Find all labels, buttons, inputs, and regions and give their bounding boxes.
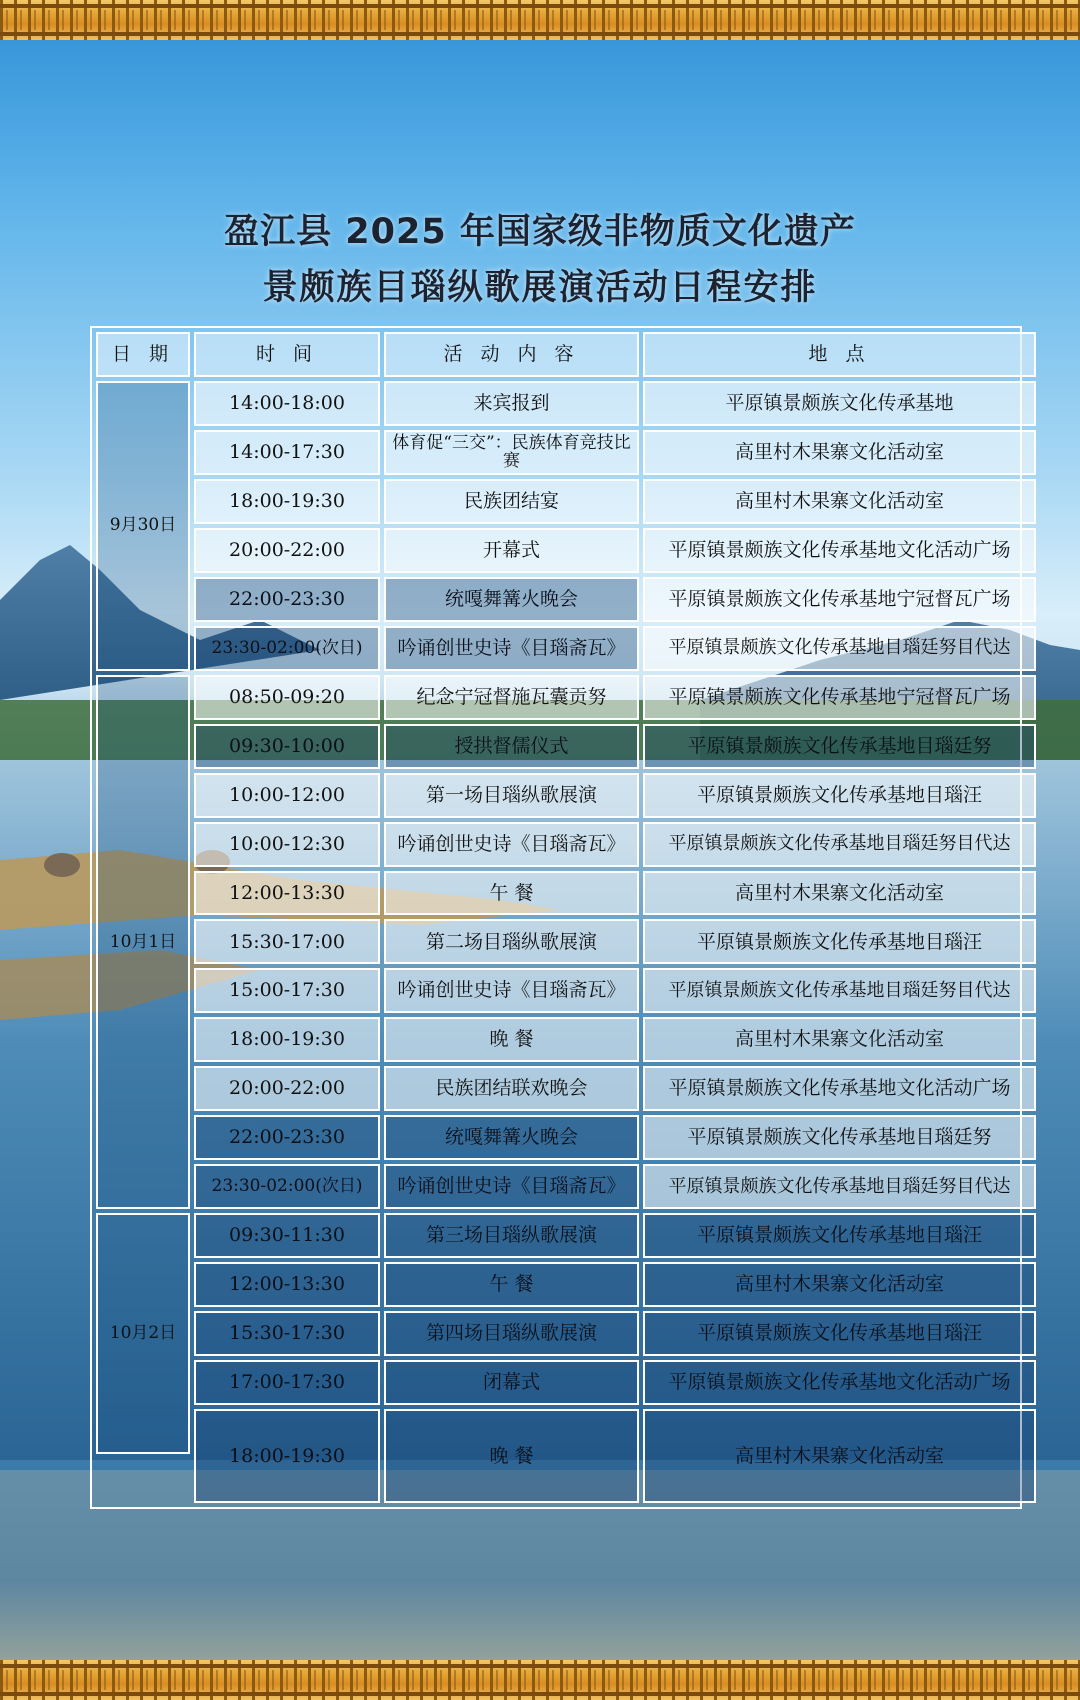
time-cell: 10:00-12:30 (194, 822, 380, 867)
location-cell: 平原镇景颇族文化传承基地宁冠督瓦广场 (643, 675, 1036, 720)
activity-cell: 民族团结宴 (384, 479, 639, 524)
header-time: 时 间 (194, 332, 380, 377)
time-cell: 23:30-02:00(次日) (194, 1164, 380, 1209)
location-cell: 平原镇景颇族文化传承基地文化活动广场 (643, 1360, 1036, 1405)
location-cell: 平原镇景颇族文化传承基地宁冠督瓦广场 (643, 577, 1036, 622)
location-cell: 平原镇景颇族文化传承基地目瑙汪 (643, 1311, 1036, 1356)
time-cell: 15:00-17:30 (194, 968, 380, 1013)
time-cell: 15:30-17:30 (194, 1311, 380, 1356)
header-activity: 活 动 内 容 (384, 332, 639, 377)
time-cell: 18:00-19:30 (194, 1409, 380, 1503)
location-cell: 平原镇景颇族文化传承基地目瑙汪 (643, 773, 1036, 818)
time-cell: 10:00-12:00 (194, 773, 380, 818)
time-cell: 15:30-17:00 (194, 919, 380, 964)
activity-cell: 第二场目瑙纵歌展演 (384, 919, 639, 964)
title-line-1: 盈江县 2025 年国家级非物质文化遗产 (224, 212, 856, 252)
time-cell: 22:00-23:30 (194, 577, 380, 622)
location-cell: 平原镇景颇族文化传承基地目瑙廷努 (643, 1115, 1036, 1160)
time-cell: 18:00-19:30 (194, 1017, 380, 1062)
activity-cell: 闭幕式 (384, 1360, 639, 1405)
activity-cell: 第三场目瑙纵歌展演 (384, 1213, 639, 1258)
location-cell: 平原镇景颇族文化传承基地目瑙汪 (643, 919, 1036, 964)
activity-cell: 吟诵创世史诗《目瑙斋瓦》 (384, 822, 639, 867)
time-cell: 22:00-23:30 (194, 1115, 380, 1160)
location-cell: 平原镇景颇族文化传承基地文化活动广场 (643, 528, 1036, 573)
activity-cell: 授拱督儒仪式 (384, 724, 639, 769)
title-line-2: 景颇族目瑙纵歌展演活动日程安排 (262, 268, 818, 308)
time-cell: 20:00-22:00 (194, 1066, 380, 1111)
date-cell: 9月30日 (96, 381, 190, 671)
time-cell: 09:30-11:30 (194, 1213, 380, 1258)
time-cell: 18:00-19:30 (194, 479, 380, 524)
time-cell: 12:00-13:30 (194, 1262, 380, 1307)
activity-cell: 第四场目瑙纵歌展演 (384, 1311, 639, 1356)
header-date: 日 期 (96, 332, 190, 377)
date-cell: 10月1日 (96, 675, 190, 1210)
location-cell: 高里村木果寨文化活动室 (643, 1017, 1036, 1062)
activity-cell: 午 餐 (384, 1262, 639, 1307)
location-cell: 平原镇景颇族文化传承基地目瑙廷努目代达 (643, 822, 1036, 867)
activity-cell: 吟诵创世史诗《目瑙斋瓦》 (384, 968, 639, 1013)
activity-cell: 统嘎舞篝火晚会 (384, 1115, 639, 1160)
location-cell: 平原镇景颇族文化传承基地目瑙汪 (643, 1213, 1036, 1258)
time-cell: 08:50-09:20 (194, 675, 380, 720)
time-cell: 12:00-13:30 (194, 871, 380, 916)
activity-cell: 午 餐 (384, 871, 639, 916)
location-cell: 平原镇景颇族文化传承基地 (643, 381, 1036, 426)
activity-cell: 纪念宁冠督施瓦囊贡努 (384, 675, 639, 720)
decorative-border-bottom (0, 1660, 1080, 1700)
activity-cell: 晚 餐 (384, 1409, 639, 1503)
location-cell: 平原镇景颇族文化传承基地文化活动广场 (643, 1066, 1036, 1111)
location-cell: 高里村木果寨文化活动室 (643, 1262, 1036, 1307)
location-cell: 平原镇景颇族文化传承基地目瑙廷努目代达 (643, 968, 1036, 1013)
location-cell: 平原镇景颇族文化传承基地目瑙廷努 (643, 724, 1036, 769)
time-cell: 23:30-02:00(次日) (194, 626, 380, 671)
time-cell: 14:00-17:30 (194, 430, 380, 475)
activity-cell: 晚 餐 (384, 1017, 639, 1062)
activity-cell: 开幕式 (384, 528, 639, 573)
location-cell: 高里村木果寨文化活动室 (643, 430, 1036, 475)
location-cell: 高里村木果寨文化活动室 (643, 871, 1036, 916)
activity-cell: 第一场目瑙纵歌展演 (384, 773, 639, 818)
activity-cell: 吟诵创世史诗《目瑙斋瓦》 (384, 1164, 639, 1209)
time-cell: 14:00-18:00 (194, 381, 380, 426)
activity-cell: 民族团结联欢晚会 (384, 1066, 639, 1111)
location-cell: 高里村木果寨文化活动室 (643, 1409, 1036, 1503)
date-cell: 10月2日 (96, 1213, 190, 1454)
schedule-table (90, 326, 1022, 1509)
activity-cell: 体育促“三交”：民族体育竞技比赛 (384, 430, 639, 475)
activity-cell: 统嘎舞篝火晚会 (384, 577, 639, 622)
location-cell: 平原镇景颇族文化传承基地目瑙廷努目代达 (643, 626, 1036, 671)
activity-cell: 来宾报到 (384, 381, 639, 426)
header-location: 地 点 (643, 332, 1036, 377)
time-cell: 17:00-17:30 (194, 1360, 380, 1405)
location-cell: 高里村木果寨文化活动室 (643, 479, 1036, 524)
activity-cell: 吟诵创世史诗《目瑙斋瓦》 (384, 626, 639, 671)
time-cell: 09:30-10:00 (194, 724, 380, 769)
buffalo-icon (44, 853, 80, 877)
time-cell: 20:00-22:00 (194, 528, 380, 573)
decorative-border-top (0, 0, 1080, 40)
location-cell: 平原镇景颇族文化传承基地目瑙廷努目代达 (643, 1164, 1036, 1209)
